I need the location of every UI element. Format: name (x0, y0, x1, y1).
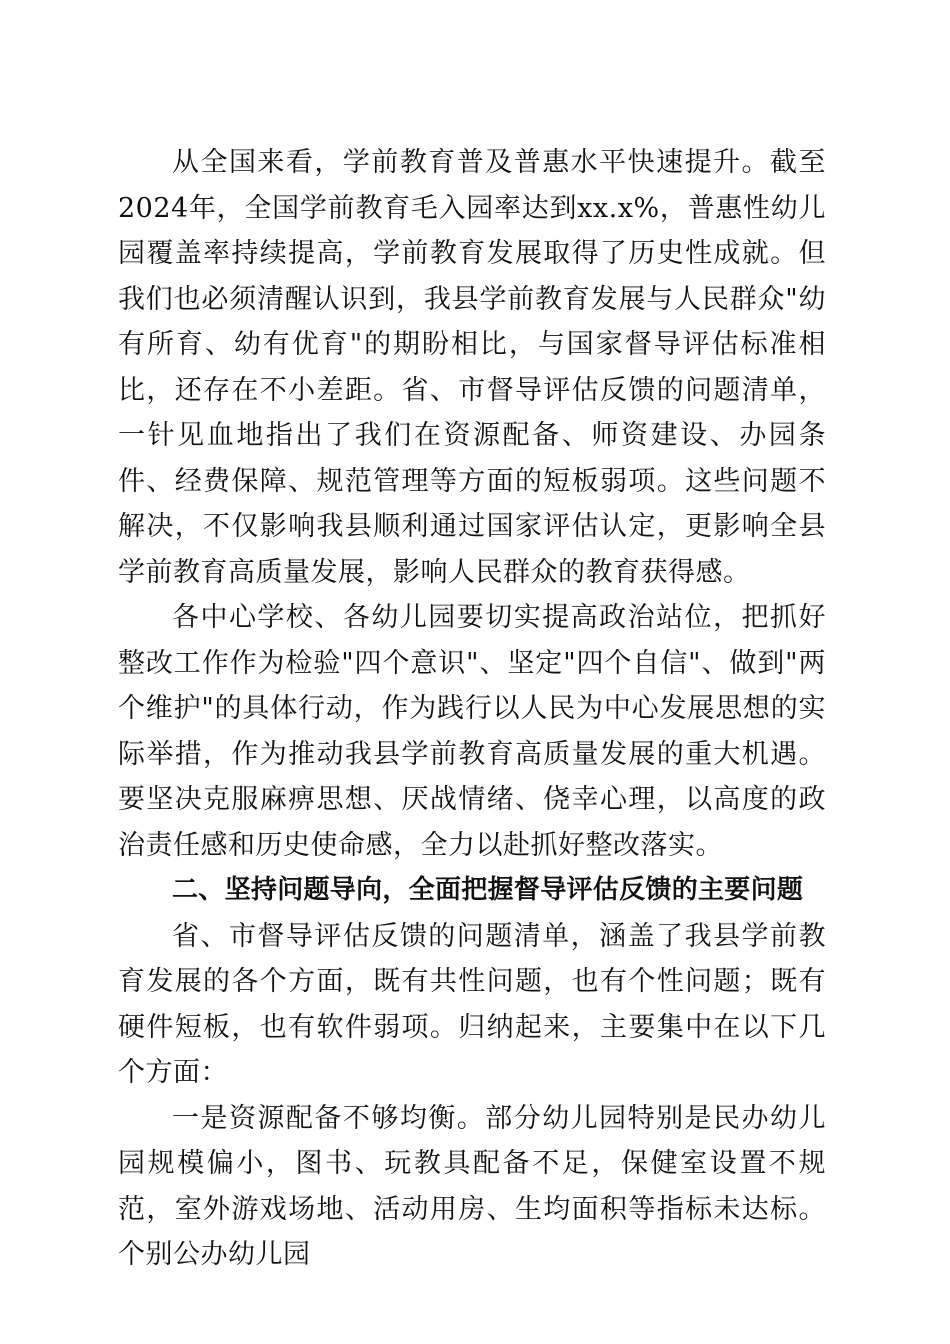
document-body (118, 140, 826, 1278)
section-heading: 二、坚持问题导向，全面把握督导评估反馈的主要问题 (172, 875, 804, 905)
paragraph-resource-allocation: 一是资源配备不够均衡。部分幼儿园特别是民办幼儿园规模偏小，图书、玩教具配备不足，保健室设置不规范，室外游戏场地、活动用房、生均面积等指标未达标。个别公办幼儿园 (118, 1102, 826, 1270)
paragraph-national-overview: 从全国来看，学前教育普及普惠水平快速提升。截至2024年，全国学前教育毛入园率达到xx.x%，普惠性幼儿园覆盖率持续提高，学前教育发展取得了历史性成就。但我们也必须清醒认识到，我县学前教育发展与人民群众"幼有所育、幼有优育"的期盼相比，与国家督导评估标准相比，还存在不小差距。省、市督导评估反馈的问题清单，一针见血地指出了我们在资源配备、师资建设、办园条件、经费保障、规范管理等方面的短板弱项。这些问题不解决，不仅影响我县顺利通过国家评估认定，更影响全县学前教育高质量发展，影响人民群众的教育获得感。 (118, 147, 826, 588)
paragraph-problem-summary: 省、市督导评估反馈的问题清单，涵盖了我县学前教育发展的各个方面，既有共性问题，也有个性问题；既有硬件短板，也有软件弱项。归纳起来，主要集中在以下几个方面： (118, 920, 826, 1088)
paragraph-political-stance: 各中心学校、各幼儿园要切实提高政治站位，把抓好整改工作作为检验"四个意识"、坚定"四个自信"、做到"两个维护"的具体行动，作为践行以人民为中心发展思想的实际举措，作为推动我县学前教育高质量发展的重大机遇。要坚决克服麻痹思想、厌战情绪、侥幸心理，以高度的政治责任感和历史使命感，全力以赴抓好整改落实。 (118, 602, 826, 861)
